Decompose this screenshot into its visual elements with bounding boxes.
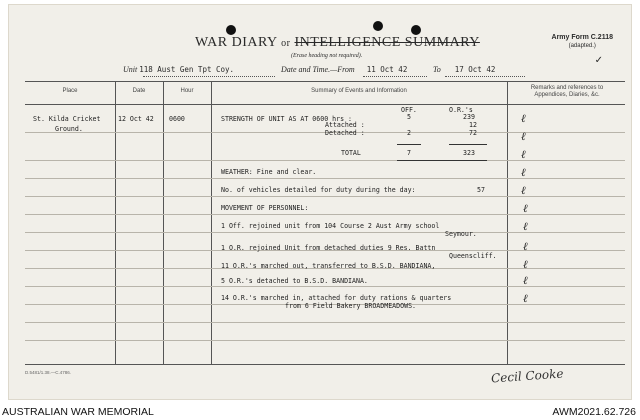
to-label: To xyxy=(433,65,441,74)
total-off: 7 xyxy=(407,149,411,157)
title-struck: INTELLIGENCE SUMMARY xyxy=(294,35,480,50)
col-header-place: Place xyxy=(62,88,78,94)
remarks-initial: ℓ xyxy=(523,220,528,233)
form-note: (adapted.) xyxy=(568,43,596,49)
entry-place-line2: Ground. xyxy=(55,125,83,133)
col-header-date: Date xyxy=(132,88,146,94)
strength-off-value: 5 xyxy=(407,113,411,121)
credit-institution: AUSTRALIAN WAR MEMORIAL xyxy=(2,406,154,418)
ruled-line xyxy=(25,286,625,287)
remarks-initial: ℓ xyxy=(523,258,528,271)
vehicles-entry: No. of vehicles detailed for duty during the day: xyxy=(221,186,416,194)
total-label: TOTAL xyxy=(341,149,361,157)
weather-entry: WEATHER: Fine and clear. xyxy=(221,168,317,176)
date-time-label: Date and Time.—From xyxy=(281,65,355,74)
movement-heading: MOVEMENT OF PERSONNEL: xyxy=(221,204,309,212)
total-underline xyxy=(397,160,487,161)
header-divider xyxy=(25,104,625,105)
remarks-initial: ℓ xyxy=(523,240,528,253)
strength-heading: STRENGTH OF UNIT AS AT 0600 hrs : xyxy=(221,115,353,123)
strength-off-header: OFF. xyxy=(401,106,417,114)
entry-hour: 0600 xyxy=(169,115,185,123)
total-or: 323 xyxy=(463,149,475,157)
ruled-line xyxy=(25,232,625,233)
from-underline xyxy=(363,76,427,77)
entry-date: 12 Oct 42 xyxy=(118,115,154,123)
diary-table xyxy=(25,81,625,365)
movement-entry-2-cont: Queenscliff. xyxy=(449,252,497,260)
strength-or-header: O.R.'s xyxy=(449,106,473,114)
title-or: or xyxy=(281,38,291,49)
ruled-line xyxy=(25,340,625,341)
punch-hole xyxy=(411,25,421,35)
title-subtitle: (Erase heading not required). xyxy=(291,53,363,59)
attached-or: 12 xyxy=(469,121,477,129)
war-diary-sheet xyxy=(8,4,632,400)
remarks-initial: ℓ xyxy=(521,184,526,197)
remarks-initial: ℓ xyxy=(521,130,526,143)
detached-or: 72 xyxy=(469,129,477,137)
remarks-initial: ℓ xyxy=(521,148,526,161)
col-header-hour: Hour xyxy=(180,88,194,94)
ruled-line xyxy=(25,322,625,323)
ruled-line xyxy=(25,214,625,215)
punch-hole xyxy=(373,21,383,31)
to-value: 17 Oct 42 xyxy=(454,65,496,74)
entry-place: St. Kilda Cricket xyxy=(33,115,101,123)
title-main: WAR DIARY xyxy=(195,35,278,50)
ruled-line xyxy=(25,178,625,179)
movement-entry-4: 5 O.R.'s detached to B.S.D. BANDIANA. xyxy=(221,277,368,285)
sum-rule-or xyxy=(449,144,487,145)
remarks-initial: ℓ xyxy=(521,166,526,179)
unit-field xyxy=(123,65,234,74)
attached-label: Attached : xyxy=(325,121,365,129)
movement-entry-5-cont: from 6 Field Bakery BROADMEADOWS. xyxy=(285,302,417,310)
credit-accession-number: AWM2021.62.726 xyxy=(552,406,636,418)
signature: Cecil Cooke xyxy=(490,366,564,386)
punch-hole xyxy=(226,25,236,35)
unit-label: Unit xyxy=(123,65,138,74)
form-number-block xyxy=(552,33,613,51)
remarks-initial: ℓ xyxy=(523,202,528,215)
date-to-field xyxy=(433,65,495,74)
movement-entry-1-cont: Seymour. xyxy=(445,230,477,238)
image-credit-bar xyxy=(0,405,640,420)
movement-entry-1: 1 Off. rejoined unit from 104 Course 2 Aust Army school xyxy=(221,222,440,230)
sum-rule-off xyxy=(397,144,421,145)
remarks-initial: ℓ xyxy=(523,292,528,305)
movement-entry-5: 14 O.R.'s marched in, attached for duty rations & quarters xyxy=(221,294,452,302)
remarks-initial: ℓ xyxy=(521,112,526,125)
ruled-line xyxy=(25,196,625,197)
remarks-initial: ℓ xyxy=(523,274,528,287)
vehicles-count: 57 xyxy=(477,186,485,194)
date-from-field xyxy=(281,65,407,74)
from-value: 11 Oct 42 xyxy=(366,65,408,74)
unit-underline xyxy=(143,76,275,77)
form-number: Army Form C.2118 xyxy=(551,34,613,41)
col-header-remarks: Remarks and references to Appendices, Diaries, &c. xyxy=(530,85,604,98)
unit-value: 118 Aust Gen Tpt Coy. xyxy=(139,65,235,74)
strength-or-value: 239 xyxy=(463,113,475,121)
tick-mark: ✓ xyxy=(594,55,603,66)
print-code: D.5481/1.38.—C.4786. xyxy=(25,370,72,375)
movement-entry-3: 11 O.R.'s marched out, transferred to B.S.D. BANDIANA, xyxy=(221,262,436,270)
to-underline xyxy=(445,76,525,77)
detached-label: Detached : xyxy=(325,129,365,137)
movement-entry-2: 1 O.R. rejoined Unit from detached duties 9 Res. Battn xyxy=(221,244,436,252)
detached-off: 2 xyxy=(407,129,411,137)
diary-title xyxy=(195,35,480,51)
ruled-line xyxy=(25,160,625,161)
col-header-summary: Summary of Events and Information xyxy=(311,88,407,94)
